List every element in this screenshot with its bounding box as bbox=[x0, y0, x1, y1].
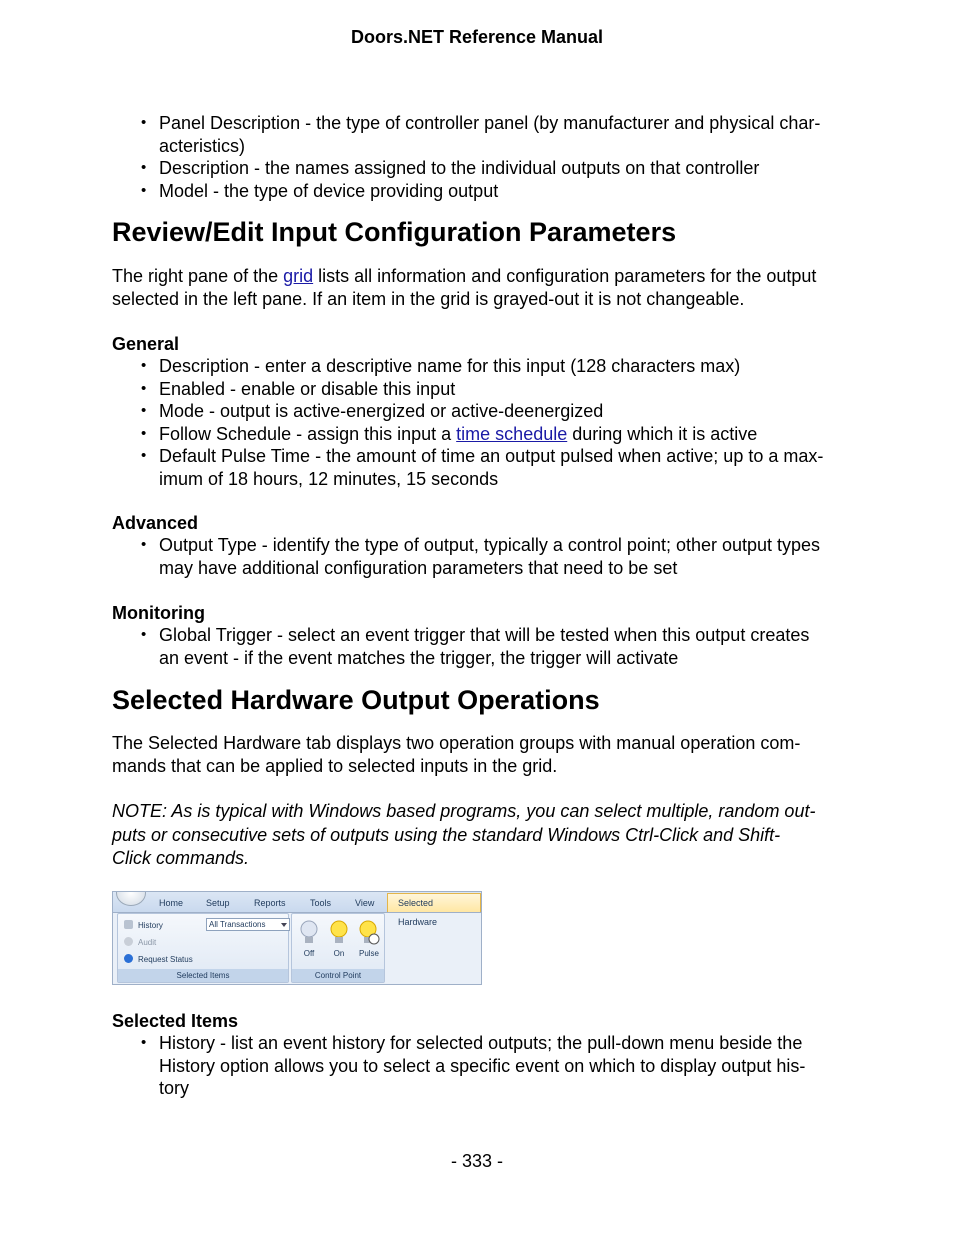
tab-view[interactable]: View bbox=[355, 898, 375, 908]
request-status-button[interactable]: Request Status bbox=[124, 954, 193, 964]
bulb-on-icon[interactable] bbox=[328, 919, 350, 947]
group-label-control-point: Control Point bbox=[292, 969, 384, 982]
list-item: • Panel Description - the type of controller panel (by manufacturer and physical char- acteristics) bbox=[112, 112, 872, 157]
general-bullet-list bbox=[112, 355, 872, 490]
chevron-down-icon bbox=[281, 923, 287, 927]
subheading-advanced: Advanced bbox=[112, 513, 199, 533]
bulb-pulse-icon[interactable] bbox=[358, 919, 380, 947]
note-paragraph: NOTE: As is typical with Windows based programs, you can select multiple, random out- puts or consecutive sets of outputs using the standard Windows Ctrl-Click and Shift- Click commands. bbox=[112, 801, 816, 868]
history-icon bbox=[124, 920, 133, 929]
list-item: • Description - the names assigned to the individual outputs on that controller bbox=[112, 157, 872, 180]
section-heading-hardware-output: Selected Hardware Output Operations bbox=[112, 685, 600, 715]
off-label: Off bbox=[303, 949, 315, 958]
bulb-off-icon[interactable] bbox=[298, 919, 320, 947]
page-header-title: Doors.NET Reference Manual bbox=[350, 27, 604, 47]
info-icon bbox=[124, 954, 133, 963]
intro-bullet-list bbox=[112, 112, 872, 202]
tab-tools[interactable]: Tools bbox=[310, 898, 332, 908]
audit-icon bbox=[124, 937, 133, 946]
subheading-general: General bbox=[112, 334, 180, 354]
pulse-label: Pulse bbox=[358, 949, 379, 958]
list-item: • Output Type - identify the type of output, typically a control point; other output types may have additional configuration parameters that need to be set bbox=[112, 534, 872, 579]
subheading-monitoring: Monitoring bbox=[112, 603, 205, 623]
grid-link[interactable]: grid bbox=[283, 266, 314, 286]
history-button[interactable]: History bbox=[124, 920, 163, 930]
page-number: - 333 - bbox=[450, 1151, 504, 1171]
on-label: On bbox=[333, 949, 345, 958]
time-schedule-link[interactable]: time schedule bbox=[456, 423, 568, 444]
list-item: • Global Trigger - select an event trigger that will be tested when this output creates an event - if the event matches the trigger, the trigger will activate bbox=[112, 624, 872, 669]
selected-items-group bbox=[117, 913, 289, 983]
tab-home[interactable]: Home bbox=[159, 898, 184, 908]
list-item: • Follow Schedule - assign this input a time schedule during which it is active bbox=[112, 423, 872, 446]
tab-reports[interactable]: Reports bbox=[254, 898, 286, 908]
audit-button[interactable]: Audit bbox=[124, 937, 156, 947]
ribbon-screenshot bbox=[112, 891, 482, 985]
list-item: • Enabled - enable or disable this input bbox=[112, 378, 872, 401]
tab-selected-hardware[interactable]: Selected Hardware bbox=[387, 893, 481, 912]
tab-setup[interactable]: Setup bbox=[206, 898, 230, 908]
section-heading-input-config: Review/Edit Input Configuration Parameters bbox=[112, 217, 677, 247]
list-item: • Default Pulse Time - the amount of time an output pulsed when active; up to a max- imum of 18 hours, 12 minutes, 15 seconds bbox=[112, 445, 872, 490]
transactions-dropdown[interactable]: All Transactions bbox=[206, 918, 290, 931]
section2-paragraph: The Selected Hardware tab displays two operation groups with manual operation com- mands that can be applied to selected inputs in the grid. bbox=[112, 733, 801, 776]
section1-paragraph: The right pane of the grid lists all information and configuration parameters for the output selected in the left pane. If an item in the grid is grayed-out it is not changeable. bbox=[112, 266, 817, 309]
advanced-bullet-list bbox=[112, 534, 872, 579]
list-item: • History - list an event history for selected outputs; the pull-down menu beside the History option allows you to select a specific event on which to display output his- tory bbox=[112, 1032, 872, 1100]
list-item: • Mode - output is active-energized or active-deenergized bbox=[112, 400, 872, 423]
control-point-group bbox=[291, 913, 385, 983]
list-item: • Description - enter a descriptive name for this input (128 characters max) bbox=[112, 355, 872, 378]
group-label-selected-items: Selected Items bbox=[118, 969, 288, 982]
selected-items-bullet-list bbox=[112, 1032, 872, 1100]
app-orb-icon[interactable] bbox=[116, 891, 146, 906]
list-item: • Model - the type of device providing output bbox=[112, 180, 872, 203]
subheading-selected-items: Selected Items bbox=[112, 1011, 239, 1031]
monitoring-bullet-list bbox=[112, 624, 872, 669]
